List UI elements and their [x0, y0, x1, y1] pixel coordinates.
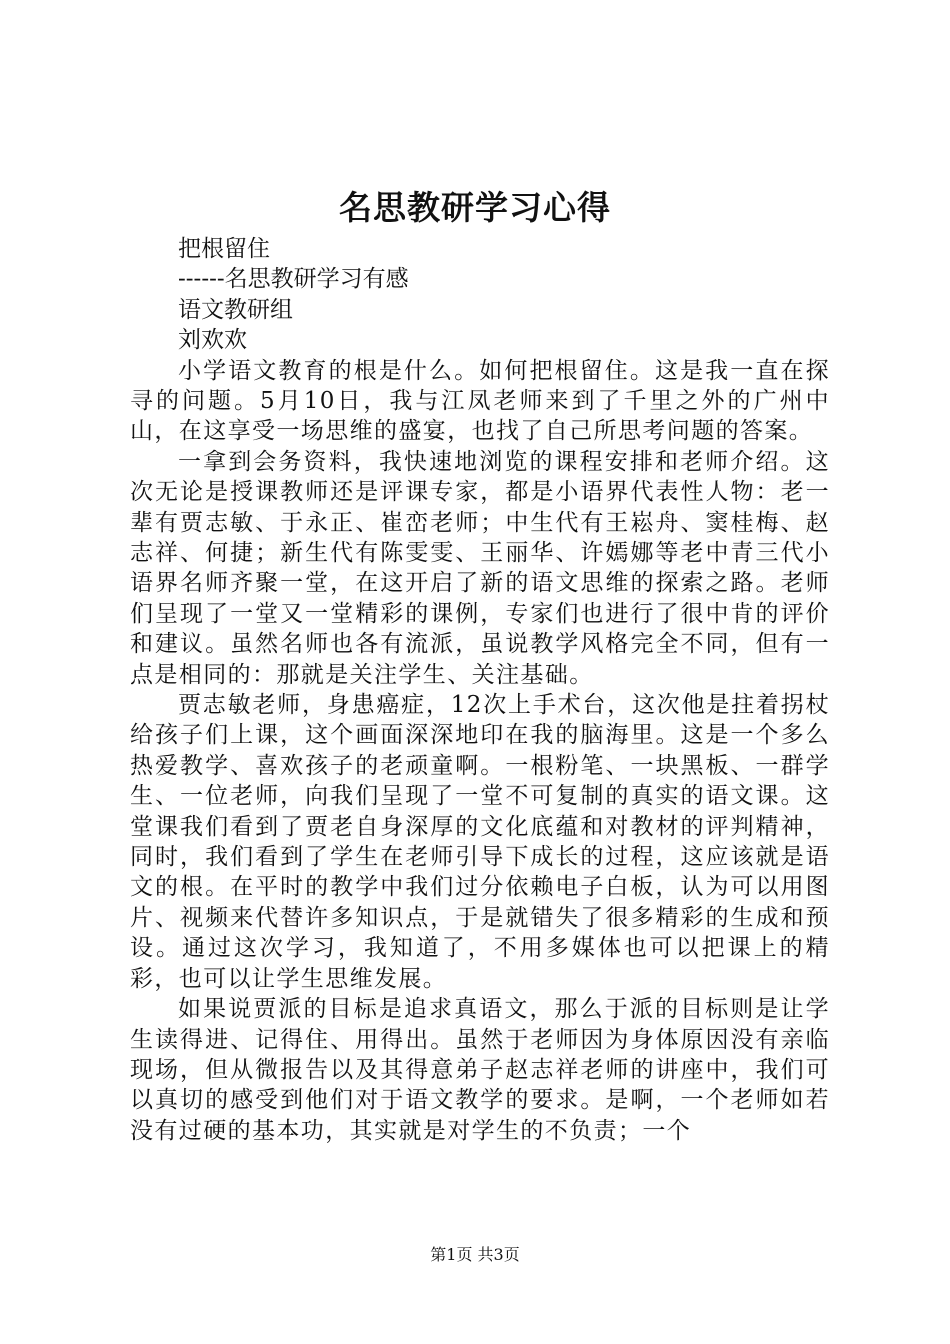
body-paragraph: 贾志敏老师，身患癌症，12次上手术台，这次他是拄着拐杖给孩子们上课，这个画面深深地印在我的脑海里。这是一个多么热爱教学、喜欢孩子的老顽童啊。一根粉笔、一块黑板、一群学生、一位老师，向我们呈现了一堂不可复制的真实的语文课。这堂课我们看到了贾老自身深厚的文化底蕴和对教材的评判精神，同时，我们看到了学生在老师引导下成长的过程，这应该就是语文的根。在平时的教学中我们过分依赖电子白板，认为可以用图片、视频来代替许多知识点，于是就错失了很多精彩的生成和预设。通过这次学习，我知道了，不用多媒体也可以把课上的精彩，也可以让学生思维发展。	[130, 692, 830, 992]
page-footer: 第1页 共3页	[430, 1245, 520, 1264]
body-paragraph: 如果说贾派的目标是追求真语文，那么于派的目标则是让学生读得进、记得住、用得出。虽然于老师因为身体原因没有亲临现场，但从微报告以及其得意弟子赵志祥老师的讲座中，我们可以真切的感受到他们对于语文教学的要求。是啊，一个老师如若没有过硬的基本功，其实就是对学生的不负责；一个	[130, 996, 830, 1144]
document-author: 刘欢欢	[178, 327, 247, 354]
body-paragraph: 一拿到会务资料，我快速地浏览的课程安排和老师介绍。这次无论是授课教师还是评课专家，都是小语界代表性人物：老一辈有贾志敏、于永正、崔峦老师；中生代有王崧舟、窦桂梅、赵志祥、何捷；新生代有陈雯雯、王丽华、许嫣娜等老中青三代小语界名师齐聚一堂，在这开启了新的语文思维的探索之路。老师们呈现了一堂又一堂精彩的课例，专家们也进行了很中肯的评价和建议。虽然名师也各有流派，虽说教学风格完全不同，但有一点是相同的：那就是关注学生、关注基础。	[130, 448, 830, 688]
document-subtitle: 把根留住	[178, 236, 270, 262]
document-title: 名思教研学习心得	[339, 188, 611, 227]
document-body	[130, 234, 830, 1146]
body-paragraph: 小学语文教育的根是什么。如何把根留住。这是我一直在探寻的问题。5月10日，我与江凤老师来到了千里之外的广州中山，在这享受一场思维的盛宴，也找了自己所思考问题的答案。	[130, 357, 830, 445]
document-subheading: ------名思教研学习有感	[178, 266, 409, 293]
document-group: 语文教研组	[178, 296, 293, 323]
